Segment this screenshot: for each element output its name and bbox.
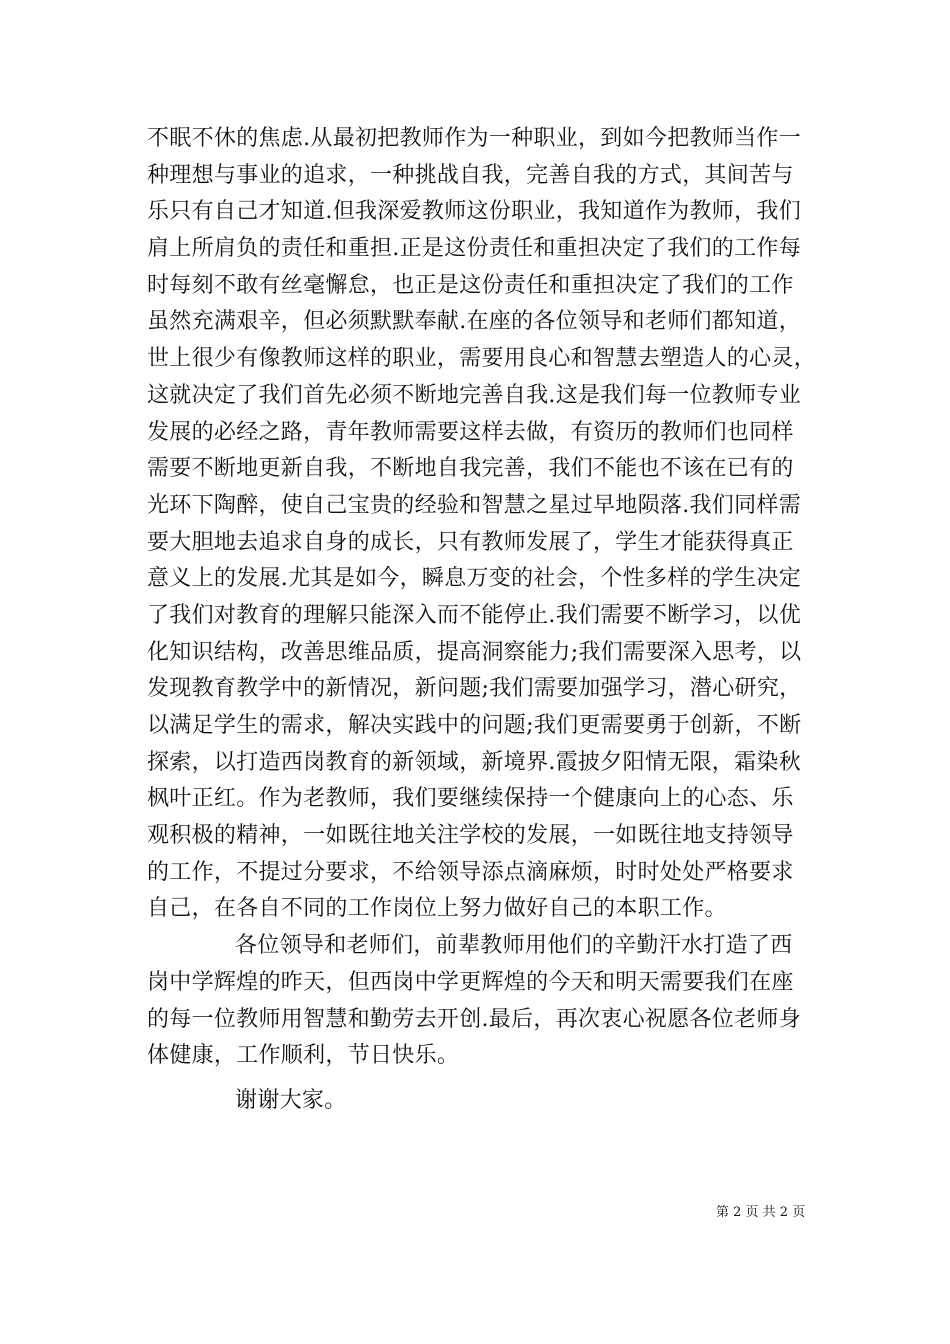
text-line: 时每刻不敢有丝毫懈怠，也正是这份责任和重担决定了我们的工作 [147, 272, 794, 298]
text-line: 这就决定了我们首先必须不断地完善自我.这是我们每一位教师专业 [147, 382, 801, 408]
body-text [147, 121, 827, 1120]
text-line: 种理想与事业的追求，一种挑战自我，完善自我的方式，其间苦与 [147, 162, 794, 188]
text-line: 各位领导和老师们，前辈教师用他们的辛勤汗水打造了西 [235, 933, 793, 959]
text-line: 以满足学生的需求，解决实践中的问题;我们更需要勇于创新，不断 [147, 713, 802, 738]
text-line: 自己，在各自不同的工作岗位上努力做好自己的本职工作。 [147, 896, 727, 922]
text-line: 化知识结构，改善思维品质，提高洞察能力;我们需要深入思考，以 [147, 639, 802, 665]
text-line: 不眠不休的焦虑.从最初把教师作为一种职业，到如今把教师当作一 [147, 126, 801, 151]
text-line: 发展的必经之路，青年教师需要这样去做，有资历的教师们也同样 [147, 419, 794, 445]
text-line: 体健康，工作顺利，节日快乐。 [147, 1043, 460, 1069]
text-line: 虽然充满艰辛，但必须默默奉献.在座的各位领导和老师们都知道， [147, 309, 801, 335]
text-line: 意义上的发展.尤其是如今，瞬息万变的社会，个性多样的学生决定 [147, 566, 801, 592]
page-footer: 第 2 页 共 2 页 [716, 1205, 806, 1220]
text-line: 世上很少有像教师这样的职业，需要用良心和智慧去塑造人的心灵， [147, 346, 817, 372]
text-line: 肩上所肩负的责任和重担.正是这份责任和重担决定了我们的工作每 [147, 236, 801, 262]
text-line: 要大胆地去追求自身的成长，只有教师发展了，学生才能获得真正 [147, 529, 794, 555]
text-line: 乐只有自己才知道.但我深爱教师这份职业，我知道作为教师，我们 [147, 199, 801, 225]
paragraph-2 [147, 928, 827, 1075]
text-line: 光环下陶醉，使自己宝贵的经验和智慧之星过早地陨落.我们同样需 [147, 492, 801, 518]
paragraph-1 [147, 121, 827, 928]
text-line: 了我们对教育的理解只能深入而不能停止.我们需要不断学习，以优 [147, 602, 801, 628]
text-line: 需要不断地更新自我，不断地自我完善，我们不能也不该在已有的 [147, 456, 794, 482]
text-line: 的每一位教师用智慧和勤劳去开创.最后，再次衷心祝愿各位老师身 [147, 1006, 801, 1032]
text-line: 发现教育教学中的新情况，新问题;我们需要加强学习，潜心研究， [147, 676, 802, 702]
text-line: 枫叶正红。作为老教师，我们要继续保持一个健康向上的心态、乐 [147, 786, 794, 812]
closing-line: 谢谢大家。 [235, 1087, 347, 1113]
text-line: 探索，以打造西岗教育的新领域，新境界.霞披夕阳情无限，霜染秋 [147, 749, 801, 775]
text-line: 岗中学辉煌的昨天，但西岗中学更辉煌的今天和明天需要我们在座 [147, 969, 794, 995]
text-line: 观积极的精神，一如既往地关注学校的发展，一如既往地支持领导 [147, 823, 794, 849]
text-line: 的工作，不提过分要求，不给领导添点滴麻烦，时时处处严格要求 [147, 859, 794, 885]
